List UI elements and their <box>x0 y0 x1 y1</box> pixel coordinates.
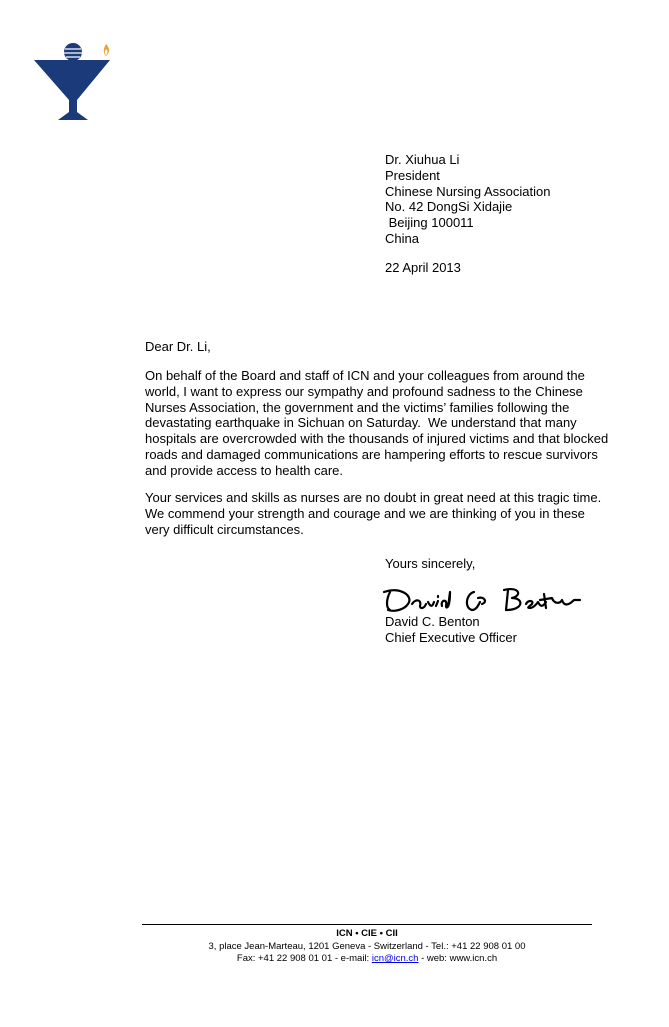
footer-fax: Fax: +41 22 908 01 01 - e-mail: <box>236 953 372 964</box>
footer-web: - web: www.icn.ch <box>418 953 498 964</box>
signer-title: Chief Executive Officer <box>385 629 517 645</box>
paragraph-line: and provide access to health care. <box>145 462 344 478</box>
recipient-street: No. 42 DongSi Xidajie <box>385 199 513 215</box>
paragraph-line: We commend your strength and courage and we are thinking of you in these <box>145 505 585 521</box>
letterhead-footer <box>142 928 592 966</box>
salutation: Dear Dr. Li, <box>145 339 211 354</box>
recipient-name: Dr. Xiuhua Li <box>385 152 460 167</box>
letter-date: 22 April 2013 <box>385 260 461 275</box>
closing: Yours sincerely, <box>385 556 476 571</box>
recipient-country: China <box>385 230 419 246</box>
footer-org-name: ICN • CIE • CII <box>336 928 398 939</box>
handwritten-signature <box>380 582 585 616</box>
recipient-organization: Chinese Nursing Association <box>385 183 551 199</box>
paragraph-line: devastating earthquake in Sichuan on Saturday. We understand that many <box>145 415 577 431</box>
paragraph-line: roads and damaged communications are hampering efforts to rescue survivors <box>145 446 598 462</box>
paragraph-line: On behalf of the Board and staff of ICN and your colleagues from around the <box>145 368 585 383</box>
paragraph-line: hospitals are overcrowded with the thousands of injured victims and that blocked <box>145 431 609 447</box>
recipient-city: Beijing 100011 <box>385 215 474 231</box>
body-paragraph-1 <box>145 368 615 479</box>
recipient-address <box>385 152 550 247</box>
paragraph-line: Nurses Association, the government and the victims’ families following the <box>145 399 570 415</box>
icn-logo-icon <box>30 40 116 124</box>
paragraph-line: very difficult circumstances. <box>145 521 304 537</box>
signer-block <box>385 614 517 646</box>
paragraph-line: Your services and skills as nurses are no doubt in great need at this tragic time. <box>145 490 602 505</box>
footer-address: 3, place Jean-Marteau, 1201 Geneva - Switzerland - Tel.: +41 22 908 01 00 <box>208 940 526 952</box>
footer-contact <box>142 953 592 966</box>
footer-email-link[interactable]: icn@icn.ch <box>371 953 419 964</box>
paragraph-line: world, I want to express our sympathy and profound sadness to the Chinese <box>145 383 583 399</box>
signer-name: David C. Benton <box>385 614 480 629</box>
footer-rule <box>142 924 592 925</box>
recipient-title: President <box>385 167 440 183</box>
body-paragraph-2 <box>145 490 615 537</box>
